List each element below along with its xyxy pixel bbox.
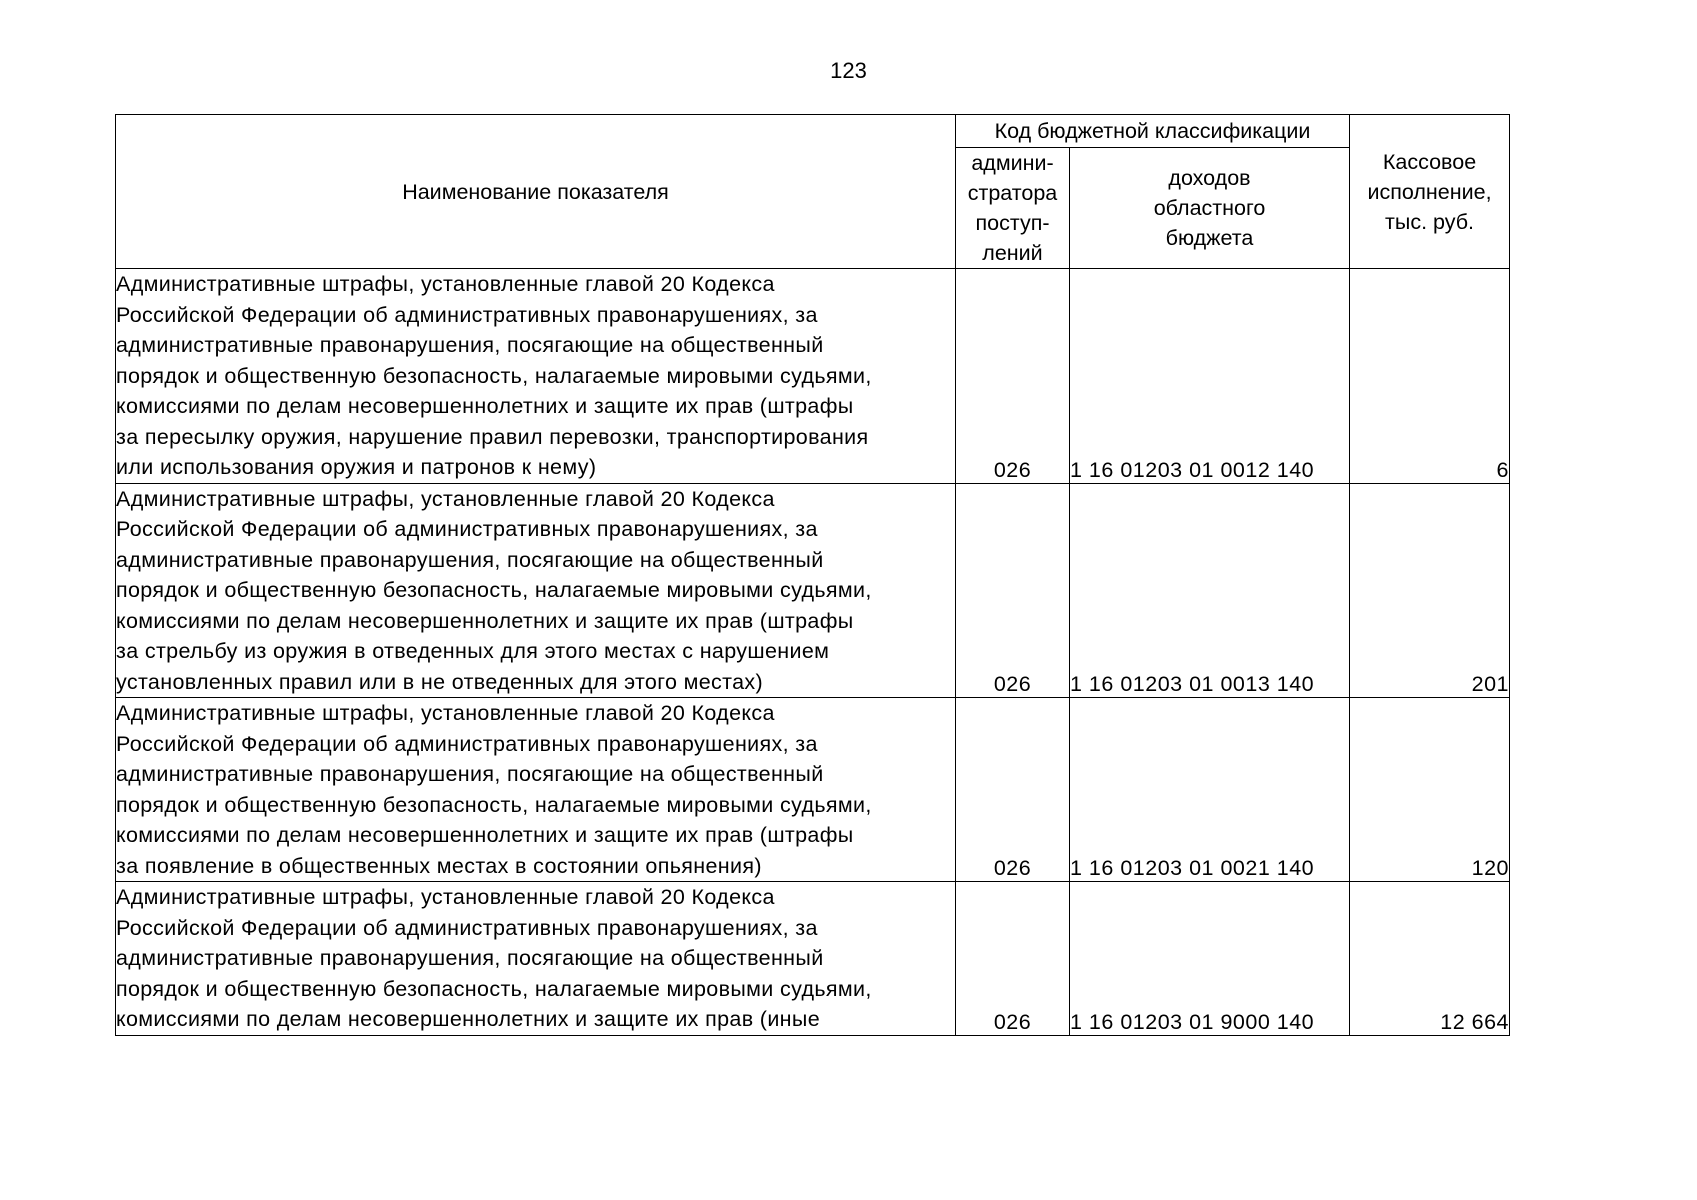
- indicator-name-line: комиссиями по делам несовершеннолетних и защите их прав (штрафы: [116, 608, 854, 633]
- indicator-name-line: Российской Федерации об административных правонарушениях, за: [116, 915, 818, 940]
- page-number: 123: [830, 58, 867, 83]
- header-cash-execution: Кассовое исполнение, тыс. руб.: [1350, 115, 1510, 269]
- indicator-name-line: за появление в общественных местах в состоянии опьянения): [116, 853, 762, 878]
- header-name: Наименование показателя: [116, 115, 956, 269]
- income-code-cell: 1 16 01203 01 9000 140: [1070, 882, 1350, 1036]
- indicator-name-line: комиссиями по делам несовершеннолетних и защите их прав (штрафы: [116, 394, 854, 418]
- indicator-name-line: Административные штрафы, установленные главой 20 Кодекса: [116, 885, 775, 909]
- indicator-name-line: порядок и общественную безопасность, налагаемые мировыми судьями,: [116, 976, 872, 1001]
- indicator-name-line: комиссиями по делам несовершеннолетних и защите их прав (иные: [116, 1007, 821, 1031]
- indicator-name-cell: [116, 269, 956, 484]
- administrator-code-cell: 026: [956, 882, 1070, 1036]
- indicator-name-line: порядок и общественную безопасность, налагаемые мировыми судьями,: [116, 578, 872, 602]
- indicator-name-line: комиссиями по делам несовершеннолетних и защите их прав (штрафы: [116, 823, 854, 847]
- indicator-name-line: Российской Федерации об административных правонарушениях, за: [116, 517, 818, 541]
- indicator-name-line: или использования оружия и патронов к нему): [116, 455, 597, 479]
- indicator-name-cell: [116, 882, 956, 1036]
- header-classification-code: Код бюджетной классификации: [956, 115, 1350, 148]
- administrator-code-cell: 026: [956, 698, 1070, 882]
- cash-execution-cell: 201: [1350, 483, 1510, 698]
- indicator-name-line: Административные штрафы, установленные главой 20 Кодекса: [116, 486, 775, 511]
- income-code-cell: 1 16 01203 01 0012 140: [1070, 269, 1350, 484]
- cash-execution-cell: 6: [1350, 269, 1510, 484]
- indicator-name-line: административные правонарушения, посягающие на общественный: [116, 946, 824, 970]
- indicator-name-line: административные правонарушения, посягающие на общественный: [116, 762, 824, 786]
- budget-table: [115, 114, 1510, 1036]
- indicator-name-line: административные правонарушения, посягающие на общественный: [116, 547, 824, 572]
- indicator-name-line: установленных правил или в не отведенных для этого местах): [116, 669, 764, 694]
- income-code-cell: 1 16 01203 01 0021 140: [1070, 698, 1350, 882]
- indicator-name-line: за стрельбу из оружия в отведенных для этого местах с нарушением: [116, 639, 830, 663]
- administrator-code-cell: 026: [956, 269, 1070, 484]
- indicator-name-line: административные правонарушения, посягающие на общественный: [116, 333, 824, 357]
- indicator-name-line: порядок и общественную безопасность, налагаемые мировыми судьями,: [116, 363, 872, 388]
- indicator-name-line: порядок и общественную безопасность, налагаемые мировыми судьями,: [116, 792, 872, 817]
- cash-execution-cell: 12 664: [1350, 882, 1510, 1036]
- indicator-name-cell: [116, 483, 956, 698]
- indicator-name-cell: [116, 698, 956, 882]
- cash-execution-cell: 120: [1350, 698, 1510, 882]
- administrator-code-cell: 026: [956, 483, 1070, 698]
- indicator-name-line: Административные штрафы, установленные главой 20 Кодекса: [116, 272, 775, 296]
- table-row: [116, 698, 1510, 882]
- indicator-name-line: Административные штрафы, установленные главой 20 Кодекса: [116, 701, 775, 725]
- table-row: [116, 882, 1510, 1036]
- table-row: [116, 269, 1510, 484]
- table-header: [116, 115, 1510, 269]
- income-code-cell: 1 16 01203 01 0013 140: [1070, 483, 1350, 698]
- header-administrator: админи- стратора поступ- лений: [956, 148, 1070, 269]
- table-body: [116, 269, 1510, 1036]
- indicator-name-line: за пересылку оружия, нарушение правил перевозки, транспортирования: [116, 424, 869, 449]
- indicator-name-line: Российской Федерации об административных правонарушениях, за: [116, 731, 818, 756]
- indicator-name-line: Российской Федерации об административных правонарушениях, за: [116, 302, 818, 327]
- table-row: [116, 483, 1510, 698]
- header-income: доходов областного бюджета: [1070, 148, 1350, 269]
